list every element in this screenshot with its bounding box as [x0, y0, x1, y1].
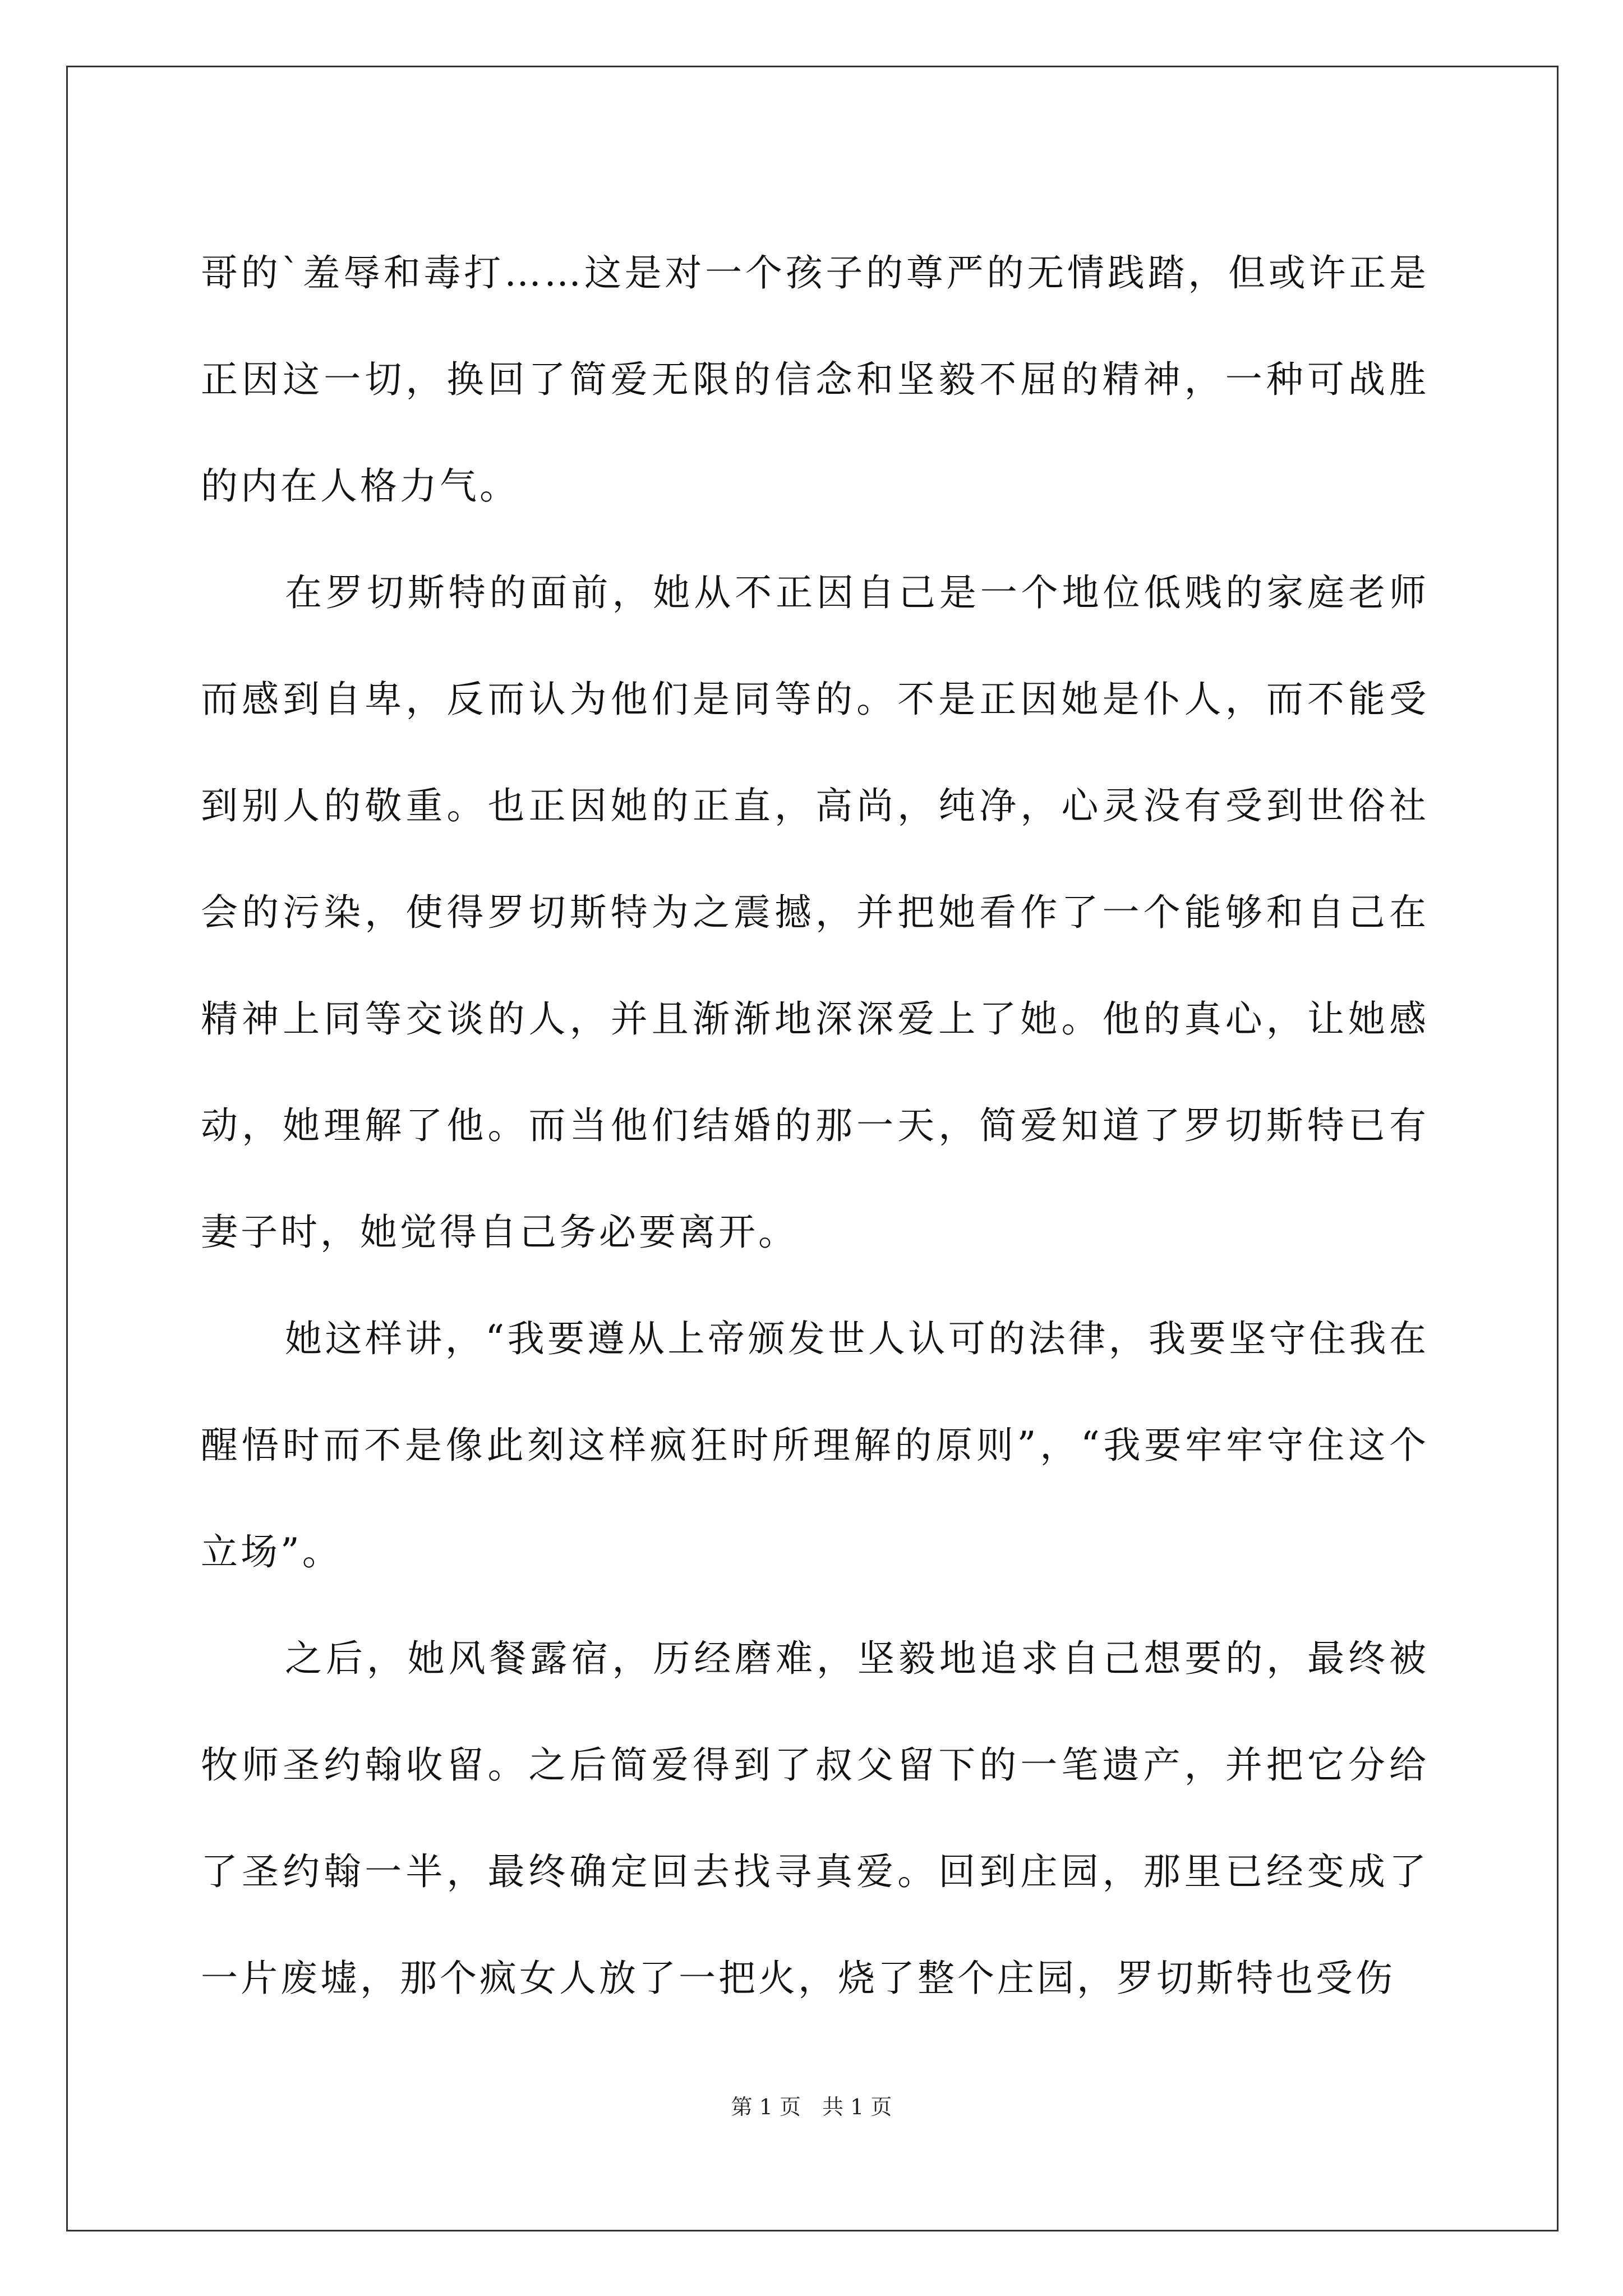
- paragraph-1: 哥的`羞辱和毒打……这是对一个孩子的尊严的无情践踏，但或许正是正因这一切，换回了简爱无限的信念和坚毅不屈的精神，一种可战胜的内在人格力气。: [201, 251, 1429, 508]
- document-body: [201, 220, 1429, 2032]
- paragraph-2: 在罗切斯特的面前，她从不正因自己是一个地位低贱的家庭老师而感到自卑，反而认为他们是同等的。不是正因她是仆人，而不能受到别人的敬重。也正因她的正直，高尚，纯净，心灵没有受到世俗社会的污染，使得罗切斯特为之震撼，并把她看作了一个能够和自己在精神上同等交谈的人，并且渐渐地深深爱上了她。他的真心，让她感动，她理解了他。而当他们结婚的那一天，简爱知道了罗切斯特已有妻子时，她觉得自己务必要离开。: [201, 571, 1429, 1254]
- paragraph-3: 她这样讲，“我要遵从上帝颁发世人认可的法律，我要坚守住我在醒悟时而不是像此刻这样疯狂时所理解的原则”，“我要牢牢守住这个立场”。: [201, 1317, 1429, 1573]
- paragraph-4: 之后，她风餐露宿，历经磨难，坚毅地追求自己想要的，最终被牧师圣约翰收留。之后简爱得到了叔父留下的一笔遗产，并把它分给了圣约翰一半，最终确定回去找寻真爱。回到庄园，那里已经变成了一片废墟，那个疯女人放了一把火，烧了整个庄园，罗切斯特也受伤: [201, 1637, 1429, 2000]
- page-number-footer: 第 1 页 共 1 页: [731, 2095, 892, 2119]
